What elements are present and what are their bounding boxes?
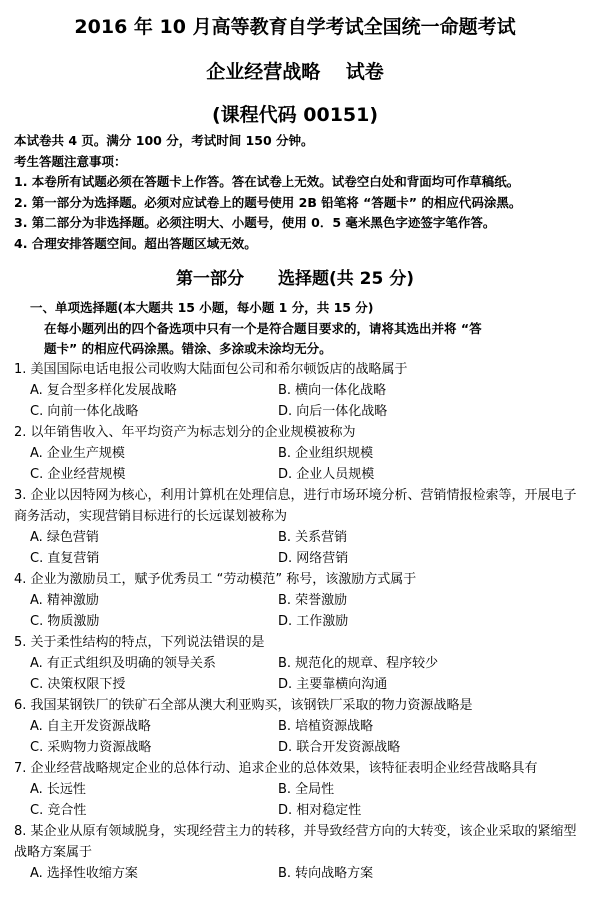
part-one-title: 第一部分 选择题(共 25 分)	[175, 269, 415, 289]
question-stem: 5. 关于柔性结构的特点，下列说法错误的是	[14, 635, 265, 650]
question-stem: 8. 某企业从原有领域脱身，实现经营主力的转移，并导致经营方向的大转变，该企业采取的紧缩型战略方案属于	[14, 824, 577, 860]
answer-option: D. 相对稳定性	[278, 803, 362, 818]
question-item	[14, 569, 579, 632]
section-heading: 一、单项选择题(本大题共 15 小题，每小题 1 分，共 15 分)	[30, 300, 374, 315]
answer-option: D. 企业人员规模	[278, 467, 375, 482]
answer-option: B. 横向一体化战略	[278, 383, 387, 398]
answer-option: D. 联合开发资源战略	[278, 740, 401, 755]
answer-option: D. 主要靠横向沟通	[278, 677, 388, 692]
question-list	[14, 359, 579, 884]
answer-option: B. 企业组织规模	[278, 446, 374, 461]
answer-option: D. 向后一体化战略	[278, 404, 388, 419]
option-row	[14, 590, 579, 611]
answer-option: B. 培植资源战略	[278, 719, 374, 734]
answer-option: B. 荣誉激励	[278, 593, 348, 608]
answer-option: A. 自主开发资源战略	[30, 719, 151, 734]
answer-option: C. 向前一体化战略	[30, 404, 139, 419]
answer-option: B. 转向战略方案	[278, 866, 374, 881]
answer-option: B. 关系营销	[278, 530, 348, 545]
answer-option: C. 物质激励	[30, 614, 100, 629]
option-row	[14, 779, 579, 800]
section-instruction: 题卡” 的相应代码涂黑。错涂、多涂或未涂均无分。	[44, 341, 332, 356]
note-line: 1. 本卷所有试题必须在答题卡上作答。答在试卷上无效。试卷空白处和背面均可作草稿纸。	[14, 174, 520, 189]
exam-title: 2016 年 10 月高等教育自学考试全国统一命题考试	[74, 16, 516, 38]
answer-option: C. 直复营销	[30, 551, 100, 566]
answer-option: A. 企业生产规模	[30, 446, 125, 461]
option-row	[14, 380, 579, 401]
option-row	[14, 653, 579, 674]
question-item	[14, 632, 579, 695]
answer-option: C. 采购物力资源战略	[30, 740, 152, 755]
answer-option: A. 绿色营销	[30, 530, 99, 545]
note-line: 3. 第二部分为非选择题。必须注明大、小题号，使用 0．5 毫米黑色字迹签字笔作答。	[14, 215, 496, 230]
question-item	[14, 821, 579, 884]
option-row	[14, 863, 579, 884]
paper-title: 企业经营战略 试卷	[206, 61, 384, 83]
question-stem: 7. 企业经营战略规定企业的总体行动、追求企业的总体效果，该特征表明企业经营战略具有	[14, 761, 538, 776]
note-line: 本试卷共 4 页。满分 100 分，考试时间 150 分钟。	[14, 133, 314, 148]
option-row	[14, 716, 579, 737]
exam-notes	[14, 131, 584, 254]
answer-option: D. 工作激励	[278, 614, 349, 629]
answer-option: C. 企业经营规模	[30, 467, 126, 482]
question-stem: 6. 我国某钢铁厂的铁矿石全部从澳大利亚购买，该钢铁厂采取的物力资源战略是	[14, 698, 473, 713]
question-item	[14, 758, 579, 821]
option-row	[14, 737, 579, 758]
option-row	[14, 401, 579, 422]
answer-option: A. 选择性收缩方案	[30, 866, 138, 881]
question-stem: 2. 以年销售收入、年平均资产为标志划分的企业规模被称为	[14, 425, 356, 440]
note-line: 考生答题注意事项：	[14, 153, 127, 169]
option-row	[14, 464, 579, 485]
course-code: (课程代码 00151)	[211, 104, 379, 126]
answer-option: A. 精神激励	[30, 593, 99, 608]
option-row	[14, 443, 579, 464]
option-row	[14, 611, 579, 632]
option-row	[14, 548, 579, 569]
note-line: 2. 第一部分为选择题。必须对应试卷上的题号使用 2B 铅笔将 “答题卡” 的相应代码涂黑。	[14, 194, 522, 210]
question-stem: 4. 企业为激励员工，赋予优秀员工 “劳动模范” 称号，该激励方式属于	[14, 572, 417, 587]
question-stem: 1. 美国国际电话电报公司收购大陆面包公司和希尔顿饭店的战略属于	[14, 362, 408, 377]
answer-option: C. 决策权限下授	[30, 677, 126, 692]
option-row	[14, 527, 579, 548]
option-row	[14, 800, 579, 821]
option-row	[14, 674, 579, 695]
question-item	[14, 422, 579, 485]
section-heading-block	[30, 298, 575, 360]
note-line: 4. 合理安排答题空间。超出答题区域无效。	[14, 235, 257, 251]
answer-option: D. 网络营销	[278, 551, 349, 566]
answer-option: C. 竞合性	[30, 803, 87, 818]
question-item	[14, 359, 579, 422]
question-item	[14, 485, 579, 569]
answer-option: A. 复合型多样化发展战略	[30, 383, 177, 398]
question-stem: 3. 企业以因特网为核心，利用计算机在处理信息，进行市场环境分析、营销情报检索等，开展电子商务活动，实现营销目标进行的长远谋划被称为	[14, 488, 577, 524]
answer-option: B. 全局性	[278, 782, 335, 797]
section-instruction: 在每小题列出的四个备选项中只有一个是符合题目要求的，请将其选出并将 “答	[44, 320, 482, 336]
answer-option: A. 有正式组织及明确的领导关系	[30, 656, 216, 671]
answer-option: A. 长远性	[30, 782, 86, 797]
question-item	[14, 695, 579, 758]
answer-option: B. 规范化的规章、程序较少	[278, 656, 439, 671]
